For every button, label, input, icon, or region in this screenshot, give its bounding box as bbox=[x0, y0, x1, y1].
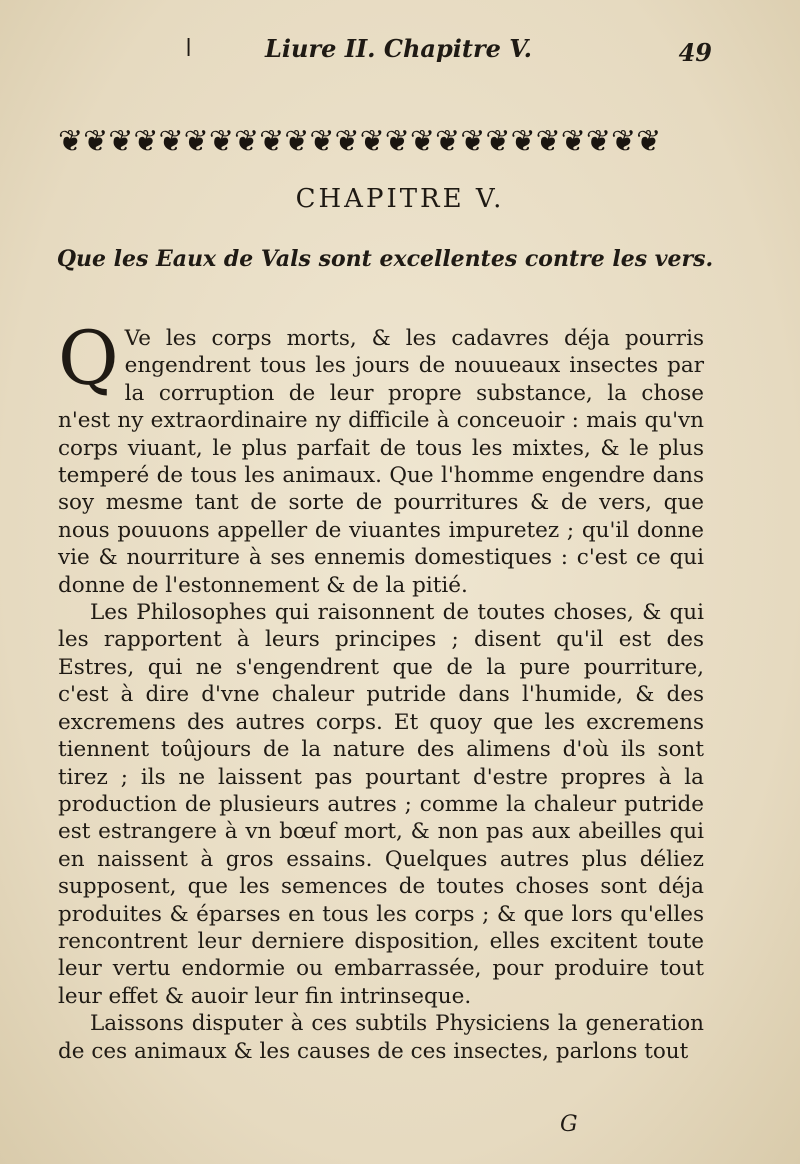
running-head bbox=[60, 30, 740, 70]
catchword: G bbox=[560, 1112, 578, 1137]
paragraph-1 bbox=[58, 316, 704, 599]
running-title: Liure II. Chapitre V. bbox=[265, 34, 533, 63]
paragraph-2: Les Philosophes qui raisonnent de toutes choses, & qui les rapportent à leurs principes ; disent qu'il est des Estres, qui ne s'engendrent que de la pure pourriture, c'est à dire d'vne chaleur putride dans l'humide, & des excremens des autres corps. Et quoy que les excremens tiennent toûjours de la nature des alimens d'où ils sont tirez ; ils ne laissent pas pourtant d'estre propres à la production de plusieurs autres ; comme la chaleur putride est estrangere à vn bœuf mort, & non pas aux abeilles qui en naissent à gros essains. Quelques autres plus déliez supposent, que les semences de toutes choses sont déja produites & éparses en tous les corps ; & que lors qu'elles rencontrent leur derniere disposition, elles excitent toute leur vertu endormie ou embarrassée, pour produire tout leur effet & auoir leur fin intrinseque. bbox=[58, 600, 704, 1009]
paragraph-3: Laissons disputer à ces subtils Physiciens la generation de ces animaux & les causes de ces insectes, parlons tout bbox=[58, 1011, 704, 1064]
chapter-heading: CHAPITRE V. bbox=[295, 184, 505, 214]
paragraph-1-text: Ve les corps morts, & les cadavres déja pourris engendrent tous les jours de nouueaux insectes par la corruption de leur propre substance, la chose n'est ny extraordinaire ny difficile à conceuoir : mais qu'vn corps viuant, le plus parfait de tous les mixtes, & le plus temperé de tous les animaux. Que l'homme engendre dans soy mesme tant de sorte de pourritures & de vers, que nous pouuons appeller de viuantes impuretez ; qu'il donne vie & nourriture à ses ennemis domestiques : c'est ce qui donne de l'estonnement & de la pitié. bbox=[58, 326, 704, 598]
page-number: 49 bbox=[678, 38, 712, 67]
ornamental-band: ❦❦❦❦❦❦❦❦❦❦❦❦❦❦❦❦❦❦❦❦❦❦❦❦ bbox=[58, 123, 662, 159]
margin-mark: ǀ bbox=[185, 34, 193, 62]
drop-cap: Q bbox=[58, 316, 119, 402]
body-text bbox=[58, 316, 704, 1065]
chapter-subtitle: Que les Eaux de Vals sont excellentes contre les vers. bbox=[56, 246, 714, 272]
